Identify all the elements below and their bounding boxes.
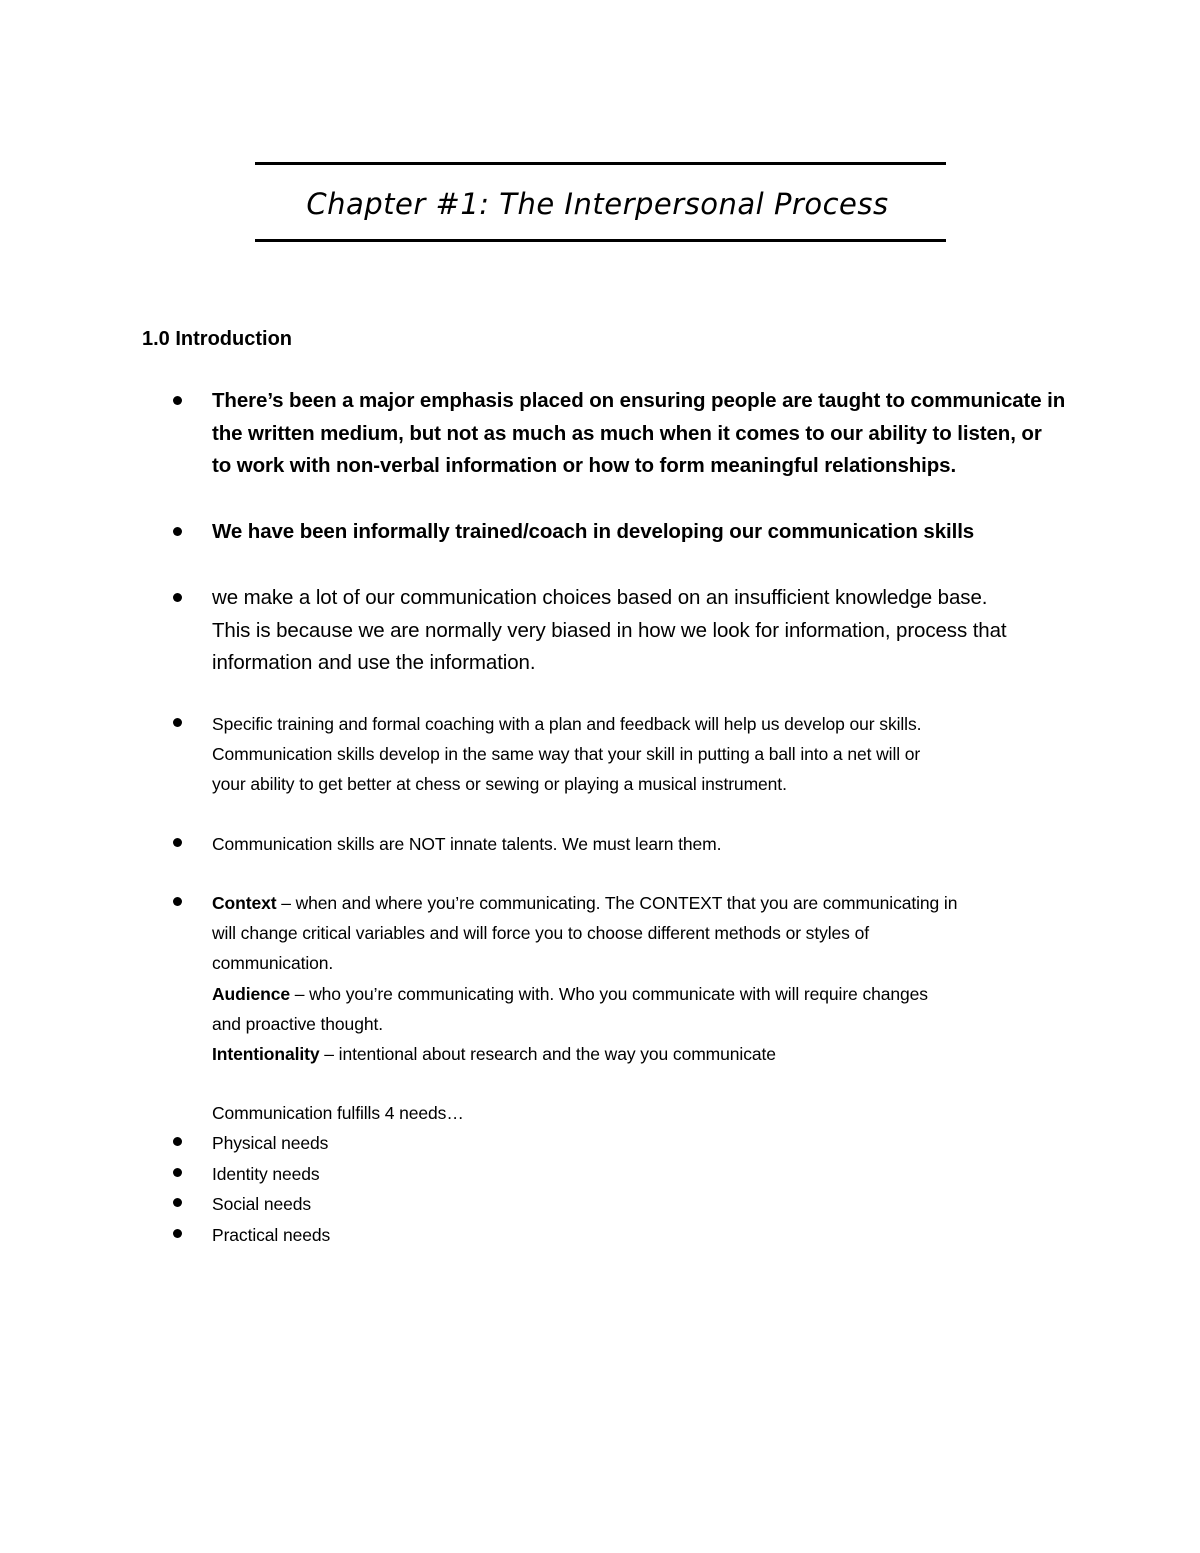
list-item-definitions: Context – when and where you’re communicating. The CONTEXT that you are communicating in will change critical variables and will force you to choose different methods or styles of communication. Audience – who you’re communicating with. Who you communicate with will require changes and proactive thought. Intentionality – intentional about research and the way you communicate bbox=[212, 893, 958, 1065]
list-item: We have been informally trained/coach in developing our communication skills bbox=[212, 520, 975, 543]
needs-item: Social needs bbox=[212, 1194, 312, 1214]
title-rule-bottom bbox=[255, 239, 946, 242]
bullet-dot bbox=[173, 838, 182, 847]
bullet-dot bbox=[173, 718, 182, 727]
needs-item: Identity needs bbox=[212, 1164, 320, 1184]
needs-intro: Communication fulfills 4 needs… bbox=[212, 1103, 464, 1123]
bullet-dot bbox=[173, 1137, 182, 1146]
needs-item: Practical needs bbox=[212, 1225, 331, 1245]
list-item: Communication skills are NOT innate talents. We must learn them. bbox=[212, 834, 722, 854]
term-audience: Audience bbox=[212, 983, 290, 1004]
chapter-title: Chapter #1: The Interpersonal Process bbox=[306, 187, 889, 221]
term-context: Context bbox=[212, 893, 277, 913]
bullet-dot bbox=[173, 1168, 182, 1177]
bullet-dot bbox=[173, 527, 182, 536]
needs-item: Physical needs bbox=[212, 1133, 329, 1153]
bullet-dot bbox=[173, 1198, 182, 1207]
term-intentionality: Intentionality bbox=[212, 1044, 320, 1065]
title-rule-top bbox=[255, 162, 946, 165]
list-item: Specific training and formal coaching with a plan and feedback will help us develop our skills. Communication skills develop in the same way that your skill in putting a ball into a net will or your ability to get better at chess or sewing or playing a musical instrument. bbox=[212, 714, 922, 795]
list-item: There’s been a major emphasis placed on ensuring people are taught to communicate in the written medium, but not as much as much when it comes to our ability to listen, or to work with non-verbal information or how to form meaningful relationships. bbox=[212, 389, 1066, 477]
bullet-dot bbox=[173, 396, 182, 405]
bullet-dot bbox=[173, 897, 182, 906]
bullet-dot bbox=[173, 1229, 182, 1238]
list-item: we make a lot of our communication choices based on an insufficient knowledge base. This is because we are normally very biased in how we look for information, process that information and use the information. bbox=[212, 586, 1007, 674]
section-heading: 1.0 Introduction bbox=[142, 328, 292, 350]
bullet-dot bbox=[173, 593, 182, 602]
